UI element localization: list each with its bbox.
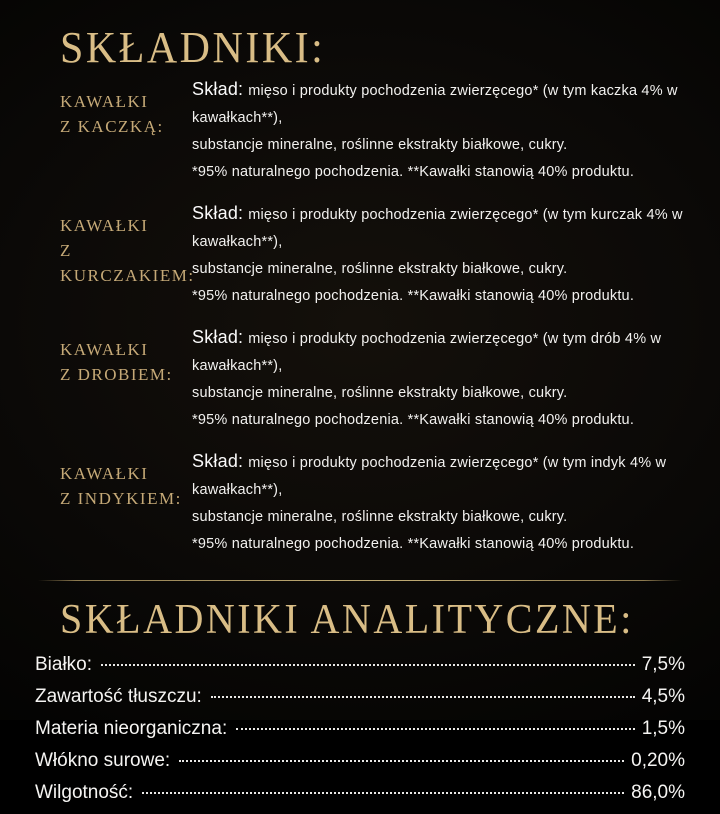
ingredient-section-duck (0, 76, 720, 186)
analytical-value: 86,0% (631, 782, 685, 803)
analytical-label: Wilgotność: (35, 782, 134, 803)
variant-label (60, 324, 186, 387)
variant-label-line2: Z DROBIEM: (60, 365, 173, 384)
dot-leader (142, 792, 624, 794)
variant-label (60, 448, 186, 511)
sklad-lead: Skład: (192, 327, 244, 347)
analytical-label: Białko: (35, 654, 93, 675)
analytical-row-fibre (35, 750, 685, 782)
ingredient-line: *95% naturalnego pochodzenia. **Kawałki stanowią 40% produktu. (192, 536, 635, 552)
variant-label-line1: KAWAŁKI (60, 216, 149, 235)
ingredients-sections (0, 76, 720, 558)
analytical-row-protein (35, 654, 685, 686)
ingredient-section-turkey (0, 448, 720, 558)
variant-label-line1: KAWAŁKI (60, 464, 149, 483)
ingredient-line: substancje mineralne, roślinne ekstrakty białkowe, cukry. (192, 509, 568, 525)
analytical-row-fat (35, 686, 685, 718)
ingredient-line: *95% naturalnego pochodzenia. **Kawałki stanowią 40% produktu. (192, 412, 635, 428)
ingredient-text (192, 76, 686, 186)
analytical-label: Zawartość tłuszczu: (35, 686, 202, 707)
variant-label-line2: Z KACZKĄ: (60, 117, 164, 136)
gold-divider-line (38, 580, 682, 581)
sklad-lead: Skład: (192, 203, 244, 223)
dot-leader (236, 728, 634, 730)
analytical-label: Włókno surowe: (35, 750, 171, 771)
ingredient-line: substancje mineralne, roślinne ekstrakty białkowe, cukry. (192, 385, 568, 401)
analytical-list (35, 654, 685, 814)
dot-leader (101, 664, 635, 666)
analytical-value: 1,5% (641, 718, 685, 739)
ingredient-text (192, 324, 686, 434)
ingredient-section-poultry (0, 324, 720, 434)
ingredient-line: substancje mineralne, roślinne ekstrakty białkowe, cukry. (192, 137, 568, 153)
ingredient-line: Skład: mięso i produkty pochodzenia zwierzęcego* (w tym kaczka 4% w kawałkach**), (192, 79, 678, 126)
variant-label-line2: Z INDYKIEM: (60, 489, 182, 508)
ingredient-text (192, 448, 686, 558)
analytical-label: Materia nieorganiczna: (35, 718, 228, 739)
ingredient-line: *95% naturalnego pochodzenia. **Kawałki stanowią 40% produktu. (192, 164, 635, 180)
variant-label-line2: Z KURCZAKIEM: (60, 241, 195, 285)
sklad-lead: Skład: (192, 79, 244, 99)
analytical-value: 0,20% (631, 750, 685, 771)
analytical-value: 7,5% (641, 654, 685, 675)
ingredient-line: substancje mineralne, roślinne ekstrakty białkowe, cukry. (192, 261, 568, 277)
ingredients-title: SKŁADNIKI: (60, 23, 326, 73)
analytical-row-inorganic (35, 718, 685, 750)
ingredient-line: Skład: mięso i produkty pochodzenia zwierzęcego* (w tym drób 4% w kawałkach**), (192, 327, 662, 374)
variant-label (60, 76, 186, 139)
analytical-title: SKŁADNIKI ANALITYCZNE: (60, 594, 634, 643)
ingredient-text (192, 200, 686, 310)
ingredient-line: Skład: mięso i produkty pochodzenia zwierzęcego* (w tym indyk 4% w kawałkach**), (192, 451, 667, 498)
analytical-value: 4,5% (641, 686, 685, 707)
analytical-row-moisture (35, 782, 685, 814)
sklad-lead: Skład: (192, 451, 244, 471)
ingredient-line: Skład: mięso i produkty pochodzenia zwierzęcego* (w tym kurczak 4% w kawałkach**), (192, 203, 683, 250)
variant-label (60, 200, 195, 288)
ingredient-line: *95% naturalnego pochodzenia. **Kawałki stanowią 40% produktu. (192, 288, 635, 304)
variant-label-line1: KAWAŁKI (60, 340, 149, 359)
dot-leader (211, 696, 635, 698)
dot-leader (179, 760, 624, 762)
variant-label-line1: KAWAŁKI (60, 92, 149, 111)
ingredient-section-chicken (0, 200, 720, 310)
